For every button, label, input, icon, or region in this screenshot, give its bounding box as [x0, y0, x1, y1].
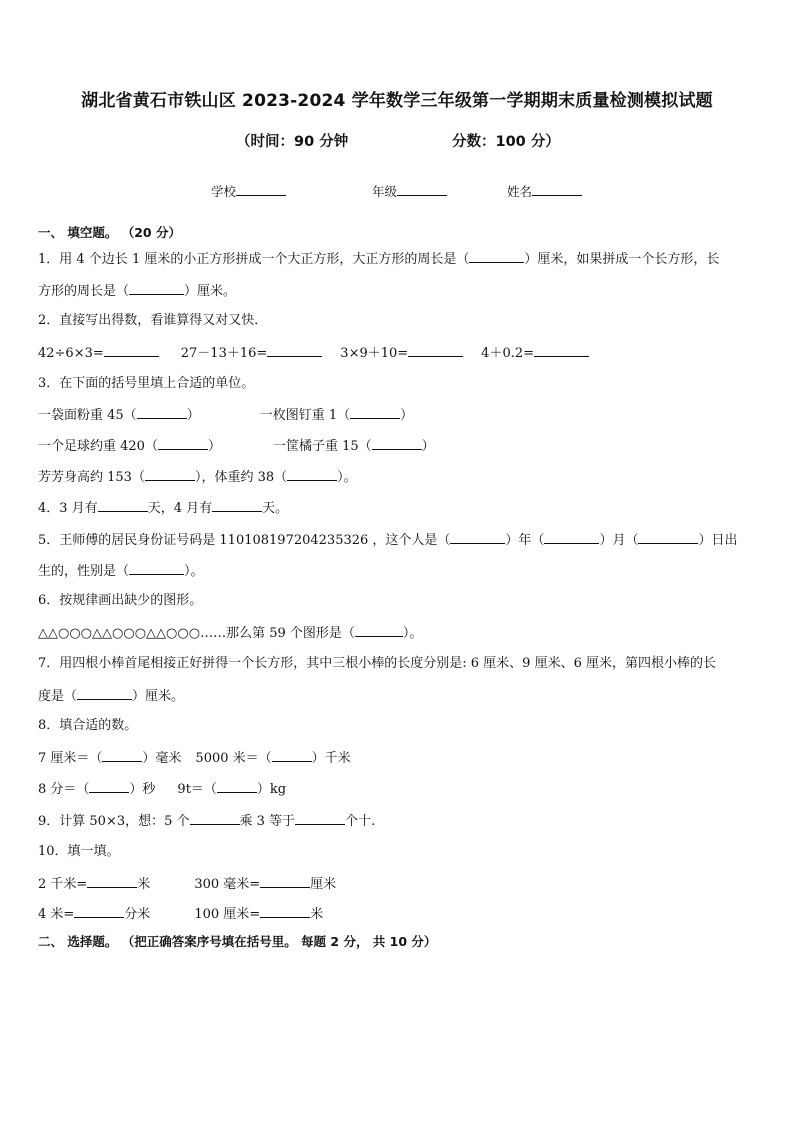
- grade-label: 年级: [372, 184, 398, 199]
- exam-score: 分数：100 分）: [452, 134, 560, 150]
- question-4: 4．3 月有 天，4 月有 天。: [38, 498, 288, 518]
- answer-blank[interactable]: [287, 467, 337, 481]
- answer-blank[interactable]: [217, 779, 257, 793]
- answer-blank[interactable]: [104, 343, 159, 357]
- question-6-pattern: △△○○○△△○○○△△○○○……那么第 59 个图形是（ ）。: [38, 623, 422, 643]
- section-2-heading: 二、 选择题。 （把正确答案序号填在括号里。 每题 2 分， 共 10 分）: [38, 934, 437, 949]
- answer-blank[interactable]: [260, 904, 310, 918]
- question-10-row-1: 2 千米= 米 300 毫米= 厘米: [38, 874, 336, 894]
- grade-blank[interactable]: [397, 183, 447, 196]
- answer-blank[interactable]: [145, 467, 195, 481]
- answer-blank[interactable]: [355, 623, 403, 637]
- question-7-line-1: 7．用四根小棒首尾相接正好拼得一个长方形，其中三根小棒的长度分别是: 6 厘米、9 厘米、6 厘米，第四根小棒的长: [38, 656, 716, 671]
- question-3-stem: 3．在下面的括号里填上合适的单位。: [38, 376, 255, 391]
- name-blank[interactable]: [532, 183, 582, 196]
- question-10-row-2: 4 米= 分米 100 厘米= 米: [38, 904, 323, 924]
- answer-blank[interactable]: [260, 874, 310, 888]
- question-8-row-1: 7 厘米＝（ ）毫米 5000 米＝（ ）千米: [38, 748, 351, 768]
- answer-blank[interactable]: [98, 498, 148, 512]
- grade-field: [372, 182, 447, 200]
- answer-blank[interactable]: [408, 343, 463, 357]
- name-label: 姓名: [507, 184, 533, 199]
- answer-blank[interactable]: [469, 249, 524, 263]
- question-1-line-2: 方形的周长是（ ）厘米。: [38, 281, 236, 301]
- question-3-row-1: 一袋面粉重 45（ ） 一枚图钉重 1（ ）: [38, 405, 413, 425]
- answer-blank[interactable]: [74, 904, 124, 918]
- question-9: 9．计算 50×3，想：5 个 乘 3 等于 个十.: [38, 811, 375, 831]
- answer-blank[interactable]: [544, 530, 599, 544]
- question-10-stem: 10．填一填。: [38, 844, 120, 859]
- answer-blank[interactable]: [272, 748, 312, 762]
- answer-blank[interactable]: [158, 436, 208, 450]
- answer-blank[interactable]: [190, 811, 240, 825]
- question-5-line-1: 5．王师傅的居民身份证号码是 110108197204235326 ，这个人是（ ）年（ ）月（ ）日出: [38, 530, 737, 550]
- answer-blank[interactable]: [350, 405, 400, 419]
- school-label: 学校: [211, 184, 237, 199]
- question-8-stem: 8．填合适的数。: [38, 718, 138, 733]
- question-2-stem: 2．直接写出得数，看谁算得又对又快．: [38, 313, 268, 328]
- question-8-row-2: 8 分＝（ ）秒 9t＝（ ）kg: [38, 779, 286, 799]
- answer-blank[interactable]: [129, 281, 184, 295]
- answer-blank[interactable]: [102, 748, 142, 762]
- answer-blank[interactable]: [89, 779, 129, 793]
- answer-blank[interactable]: [450, 530, 505, 544]
- answer-blank[interactable]: [295, 811, 345, 825]
- question-1-line-1: 1．用 4 个边长 1 厘米的小正方形拼成一个大正方形，大正方形的周长是（ ）厘米，如果拼成一个长方形，长: [38, 249, 719, 269]
- answer-blank[interactable]: [87, 874, 137, 888]
- question-5-line-2: 生的，性别是（ ）。: [38, 561, 204, 581]
- section-1-heading: 一、 填空题。 （20 分）: [38, 225, 181, 240]
- answer-blank[interactable]: [137, 405, 187, 419]
- answer-blank[interactable]: [212, 498, 262, 512]
- question-3-row-3: 芳芳身高约 153（ ），体重约 38（ ）。: [38, 467, 357, 487]
- school-blank[interactable]: [236, 183, 286, 196]
- school-field: [211, 182, 286, 200]
- question-3-row-2: 一个足球约重 420（ ） 一筐橘子重 15（ ）: [38, 436, 435, 456]
- exam-time: （时间：90 分钟: [236, 134, 349, 150]
- question-6-stem: 6．按规律画出缺少的图形。: [38, 593, 203, 608]
- answer-blank[interactable]: [638, 530, 698, 544]
- answer-blank[interactable]: [372, 436, 422, 450]
- page-title: 湖北省黄石市铁山区 2023-2024 学年数学三年级第一学期期末质量检测模拟试题: [81, 91, 713, 111]
- question-7-line-2: 度是（ ）厘米。: [38, 686, 184, 706]
- answer-blank[interactable]: [534, 343, 589, 357]
- question-2-expressions: 42÷6×3= 27－13＋16= 3×9＋10= 4＋0.2=: [38, 343, 589, 363]
- answer-blank[interactable]: [129, 561, 184, 575]
- name-field: [507, 182, 582, 200]
- answer-blank[interactable]: [267, 343, 322, 357]
- answer-blank[interactable]: [77, 686, 132, 700]
